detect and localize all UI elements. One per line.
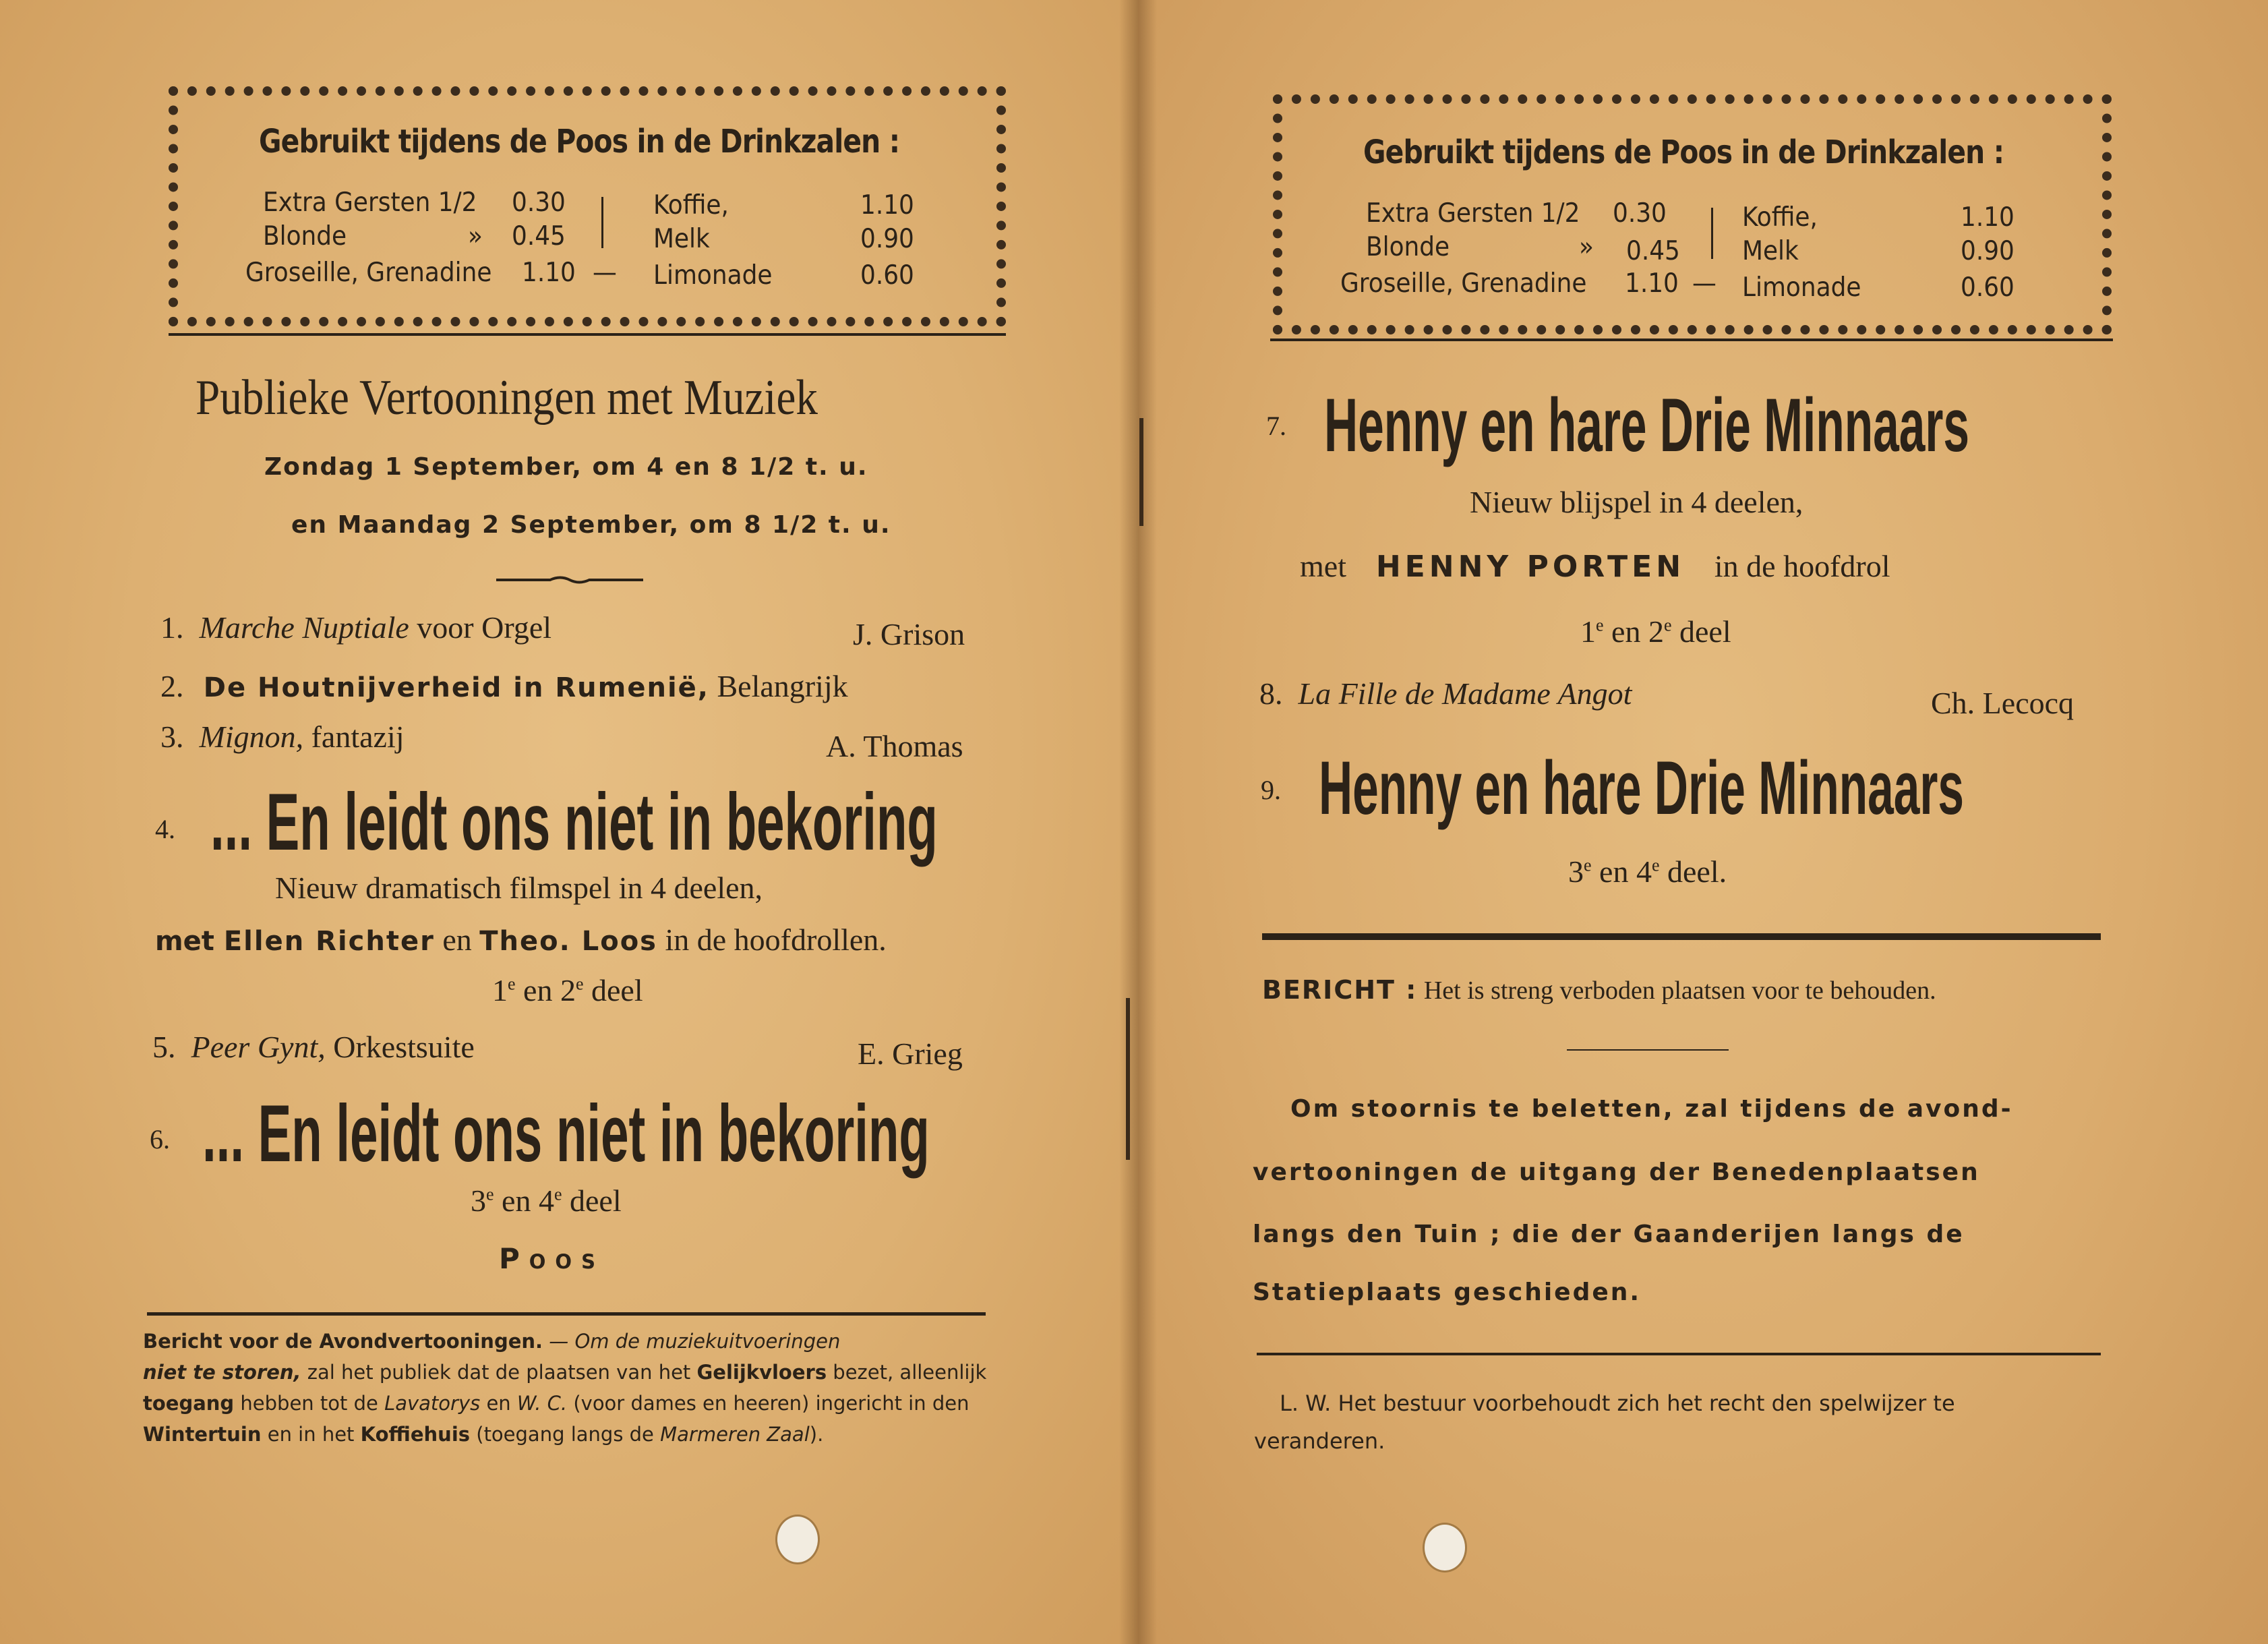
item-rest: fantazij <box>303 720 405 754</box>
dash: — <box>593 258 617 288</box>
program-item-1 <box>160 610 551 645</box>
drink-price: 0.45 <box>512 221 566 252</box>
drink-price: 0.90 <box>1961 236 2015 266</box>
cast-line <box>1300 548 1890 584</box>
drink-name: Extra Gersten 1/2 <box>1366 198 1580 229</box>
feature-title: ... En leidt ons niet in bekoring <box>202 1088 930 1179</box>
part-line: 3e en 4e deel <box>471 1183 622 1218</box>
item-number: 5. <box>152 1030 176 1064</box>
drinks-box <box>169 86 1006 326</box>
drinks-box <box>1273 94 2112 334</box>
divider <box>147 1312 986 1316</box>
composer: J. Grison <box>853 617 965 651</box>
date-line: en Maandag 2 September, om 8 1/2 t. u. <box>291 511 891 539</box>
drink-price: 1.10 <box>1961 202 2015 233</box>
item-number: 1. <box>160 610 184 645</box>
item-title: De Houtnijverheid in Rumenië, <box>203 672 709 703</box>
date-line: Zondag 1 September, om 4 en 8 1/2 t. u. <box>264 453 868 481</box>
ditto-mark: » <box>468 221 483 252</box>
star-name: HENNY PORTEN <box>1375 550 1685 584</box>
cast-mid: en <box>434 922 480 957</box>
drink-price: 0.30 <box>1613 198 1667 229</box>
drink-name: Koffie, <box>1742 202 1818 233</box>
actor-name: Theo. Loos <box>479 926 657 957</box>
drink-name: Groseille, Grenadine <box>1340 268 1587 299</box>
pause-label: Poos <box>499 1242 605 1275</box>
drink-price: 0.30 <box>512 187 566 218</box>
bericht-label: BERICHT : <box>1262 975 1418 1005</box>
item-number: 8. <box>1259 676 1283 711</box>
item-title: Mignon, <box>199 720 304 754</box>
feature-title: Henny en hare Drie Minnaars <box>1324 383 1970 467</box>
column-separator <box>601 197 603 248</box>
feature-title: Henny en hare Drie Minnaars <box>1319 746 1965 830</box>
divider <box>1270 339 2113 341</box>
item-title: La Fille de Madame Angot <box>1298 676 1632 711</box>
item-number: 4. <box>155 814 175 844</box>
drink-name: Groseille, Grenadine <box>245 258 492 288</box>
drink-name: Koffie, <box>653 190 729 221</box>
punch-hole <box>775 1515 820 1564</box>
bericht-line <box>1262 975 1936 1005</box>
divider <box>1262 933 2101 940</box>
warning-line: Om stoornis te beletten, zal tijdens de avond- <box>1290 1095 2013 1123</box>
item-number: 3. <box>160 720 184 754</box>
item-number: 9. <box>1261 775 1281 805</box>
drink-price: 1.10 <box>860 190 914 221</box>
book-gutter <box>1119 0 1157 1644</box>
item-number: 7. <box>1266 411 1286 441</box>
drink-price: 1.10 <box>522 258 576 288</box>
column-separator <box>1711 208 1713 259</box>
composer: Ch. Lecocq <box>1931 686 2075 720</box>
warning-line: langs den Tuin ; die der Gaanderijen langs de <box>1253 1221 1965 1248</box>
drink-price: 0.60 <box>860 260 914 291</box>
feature-title: ... En leidt ons niet in bekoring <box>210 777 938 867</box>
warning-line: Statieplaats geschieden. <box>1253 1279 1642 1306</box>
drink-price: 1.10 <box>1625 268 1679 299</box>
drink-name: Melk <box>653 224 710 254</box>
program-item-5 <box>152 1029 475 1065</box>
drink-name: Blonde <box>1366 232 1450 262</box>
drink-name: Limonade <box>1742 272 1861 303</box>
divider <box>169 333 1006 336</box>
drink-name: Blonde <box>263 221 347 252</box>
drink-price: 0.90 <box>860 224 914 254</box>
item-title: Peer Gynt, <box>191 1030 326 1064</box>
item-number: 6. <box>150 1124 170 1154</box>
binding-thread <box>1139 418 1143 526</box>
part-line: 3e en 4e deel. <box>1568 854 1727 889</box>
item-rest: Orkestsuite <box>325 1030 475 1064</box>
footer-note: veranderen. <box>1254 1428 1385 1454</box>
film-subtitle: Nieuw blijspel in 4 deelen, <box>1470 485 1803 519</box>
item-number: 2. <box>160 669 184 703</box>
right-page <box>1138 0 2268 1644</box>
binding-thread <box>1126 998 1130 1160</box>
composer: E. Grieg <box>858 1036 963 1071</box>
cast-pre: met <box>1300 549 1346 583</box>
divider <box>1567 1049 1729 1051</box>
punch-hole <box>1423 1523 1467 1573</box>
drink-name: Limonade <box>653 260 773 291</box>
part-line: 1e en 2e deel <box>492 973 643 1007</box>
cast-post: in de hoofdrollen. <box>657 922 887 957</box>
drink-price: 0.45 <box>1626 236 1680 266</box>
part-line: 1e en 2e deel <box>1580 614 1731 649</box>
program-item-3 <box>160 719 405 755</box>
drinks-title: Gebruikt tijdens de Poos in de Drinkzalen : <box>259 123 900 160</box>
composer: A. Thomas <box>826 729 963 763</box>
drink-name: Extra Gersten 1/2 <box>263 187 477 218</box>
divider <box>1257 1353 2101 1355</box>
dash: — <box>1692 268 1717 299</box>
actor-name: Ellen Richter <box>223 926 435 957</box>
program-item-2 <box>160 668 848 704</box>
program-item-8 <box>1259 676 1632 711</box>
item-rest: voor Orgel <box>409 610 552 645</box>
footer-note: L. W. Het bestuur voorbehoudt zich het recht den spelwijzer te <box>1280 1390 1955 1416</box>
cast-line <box>155 921 887 958</box>
drink-name: Melk <box>1742 236 1799 266</box>
drinks-title: Gebruikt tijdens de Poos in de Drinkzalen : <box>1363 134 2004 171</box>
ditto-mark: » <box>1579 232 1594 262</box>
warning-line: vertooningen de uitgang der Benedenplaatsen <box>1253 1158 1980 1186</box>
cast-pre: met <box>155 926 224 957</box>
ornament <box>496 575 643 584</box>
program-heading: Publieke Vertooningen met Muziek <box>196 370 818 425</box>
evening-notice: Bericht voor de Avondvertooningen. — Om de muziekuitvoeringen niet te storen, zal het publiek dat de plaatsen van het Gelijkvloers bezet, alleenlijk toegang hebben tot de Lavatorys en W. C. (voor dames en heeren) ingericht in den Wintertuin en in het Koffiehuis (toegang langs de Marmeren Zaal). <box>143 1330 987 1446</box>
drink-price: 0.60 <box>1961 272 2015 303</box>
item-rest: Belangrijk <box>709 669 848 703</box>
bericht-text: Het is streng verboden plaatsen voor te behouden. <box>1417 976 1936 1005</box>
item-title: Marche Nuptiale <box>199 610 409 645</box>
cast-post: in de hoofdrol <box>1714 549 1890 583</box>
film-subtitle: Nieuw dramatisch filmspel in 4 deelen, <box>275 871 763 905</box>
